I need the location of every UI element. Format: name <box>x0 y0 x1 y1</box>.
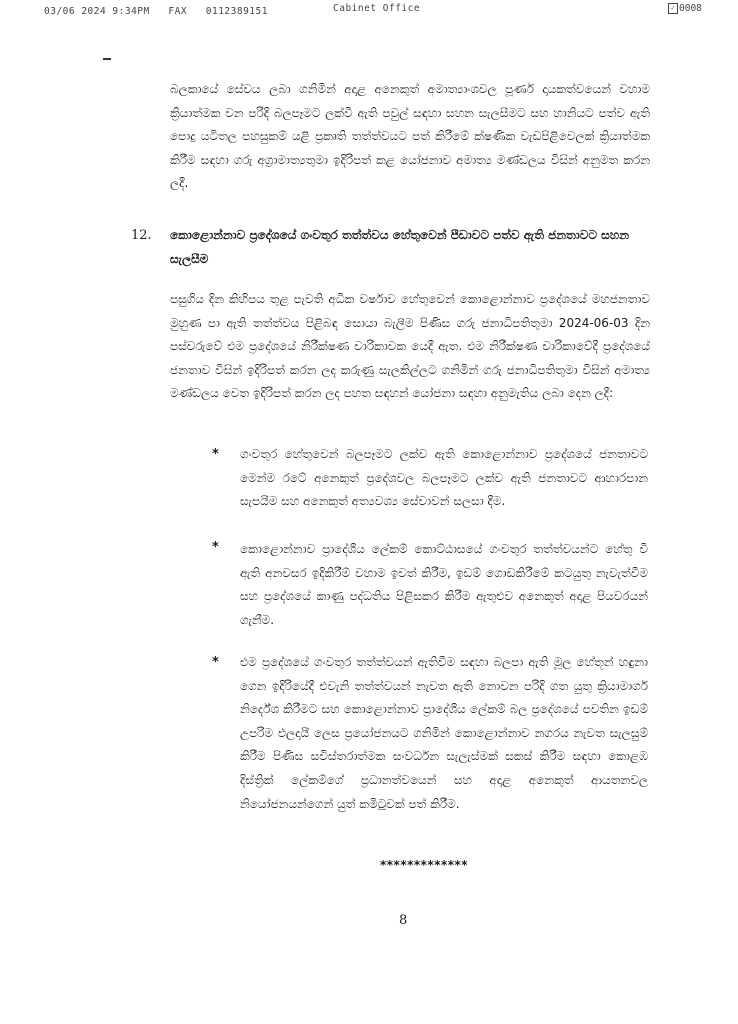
bullet-item-1: ගංවතුර හේතුවෙන් බලපෑමට ලක්ව ඇති කොළොන්නාව ප්‍රදේශයේ ජනතාවට මෙන්ම රටේ අනෙකුත් ප්‍රදේශවල බලපෑමට ලක්ව ඇති ජනතාවට ආහාරපාන සැපයීම සහ අනෙකුත් අත්‍යවශ්‍ය සේවාවන් සලසා දීම. <box>240 447 648 509</box>
fax-page-code-group <box>668 3 702 14</box>
main-paragraph: පසුගිය දින කිහිපය තුළ පැවති අධික වර්ෂාව හේතුවෙන් කොළොන්නාව ප්‍රදේශයේ මහජනතාව මුහුණ පා ඇති තත්ත්වය පිළිබඳ සොයා බැලීම පිණිස ගරු ජනාධිපතිතුමා 2024-06-03 දින පස්වරුවේ එම ප්‍රදේශයේ නිරීක්ෂණ චාරිකාවක යෙදී ඇත. එම නිරීක්ෂණ චාරිකාවේදී ප්‍රදේශයේ ජනතාව විසින් ඉදිරිපත් කරන ලද කරුණු සැලකිල්ලට ගනිමින් ගරු ජනාධිපතිතුමා විසින් අමාත්‍ය මණ්ඩලය වෙත ඉදිරිපත් කරන ලද පහත සඳහන් යෝජනා සඳහා අනුමැතිය ලබා දෙන ලදී: <box>170 292 650 401</box>
fax-header <box>0 2 738 20</box>
bullet-item-3: එම ප්‍රදේශයේ ගංවතුර තත්ත්වයන් ඇතිවීම සඳහා බලපා ඇති මූල හේතූන් හඳුනා ගෙන ඉදිරියේදී එවැනි තත්ත්වයන් නැවත ඇති නොවන පරිදි ගත යුතු ක්‍රියාමාර්ග නිර්දේශ කිරීමට සහ කොළොන්නාව ප්‍රාදේශීය ලේකම් බල ප්‍රදේශයේ පවතින ඉඩම් උපරිම ඵලදායී ලෙස ප්‍රයෝජනයට ගනිමින් කොළොන්නාව නගරය නැවත සැලසුම් කිරීම පිණිස සවිස්තරාත්මක සංවර්ධන සැලැස්මක් සකස් කිරීම සඳහා කොළඹ දිස්ත්‍රික් ලේකම්ගේ ප්‍රධානත්වයෙන් සහ අදාළ අනෙකුත් ආයතනවල නියෝජනයන්ගෙන් යුත් කමිටුවක් පත් කිරීම. <box>240 655 648 811</box>
bullet-marker: * <box>212 655 219 670</box>
fax-sender: Cabinet Office <box>333 3 421 14</box>
fax-label: FAX <box>168 6 188 17</box>
fax-number: 0112389151 <box>205 6 268 17</box>
intro-paragraph: බලකායේ සේවය ලබා ගනිමින් අදාළ අනෙකුත් අමාත්‍යාංශවල පූර්ණ දායකත්වයෙන් වහාම ක්‍රියාත්මක වන පරිදි බලපෑමට ලක්වී ඇති පවුල් සඳහා සහන සැලසීමට සහ හානියට පත්ව ඇති පොදු යටිතල පහසුකම් යළි ප්‍රකෘති තත්ත්වයට පත් කිරීමේ ක්ෂණික වැඩපිළිවෙලක් ක්‍රියාත්මක කිරීම සඳහා ගරු අග්‍රාමාත්‍යතුමා ඉදිරිපත් කළ යෝජනාව අමාත්‍ය මණ්ඩලය විසින් අනුමත කරන ලදී. <box>170 82 650 191</box>
section-title: කොළොන්නාව ප්‍රදේශයේ ගංවතුර තත්ත්වය හේතුවෙන් පීඩාවට පත්ව ඇති ජනතාවට සහන සැලසීම <box>170 228 629 266</box>
end-marker: ************* <box>380 858 469 872</box>
page-number: 8 <box>399 913 408 928</box>
fax-datetime: 03/06 2024 9:34PM <box>44 6 150 17</box>
margin-dash-mark <box>103 58 111 60</box>
bullet-item-2: කොළොන්නාව ප්‍රාදේශීය ලේකම් කොට්ඨාසයේ ගංවතුර තත්ත්වයන්ට හේතු වී ඇති අනවසර ඉදිකිරීම් වහාම ඉවත් කිරීම, ඉඩම් ගොඩකිරීමේ කටයුතු නැවැත්වීම සහ ප්‍රදේශයේ කාණු පද්ධතිය පිළිසකර කිරීම ඇතුළුව අනෙකුත් අදාළ පියවරයන් ගැනීම. <box>240 542 648 627</box>
bullet-marker: * <box>212 540 219 555</box>
fax-page-icon: ✓ <box>668 3 678 14</box>
section-number: 12. <box>131 228 152 243</box>
bullet-marker: * <box>212 447 219 462</box>
fax-header-left <box>44 6 268 17</box>
fax-page-code: 0008 <box>679 3 702 14</box>
